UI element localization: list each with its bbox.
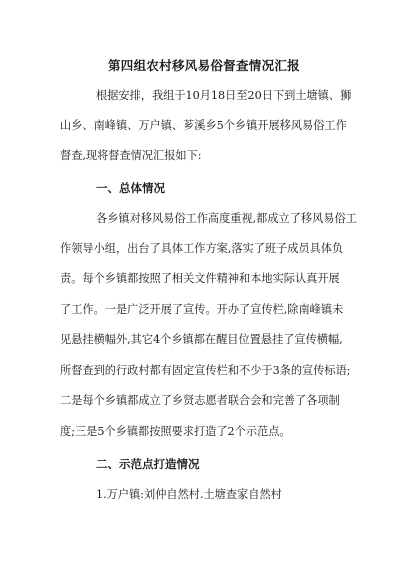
section1-line-6: 所督查到的行政村都有固定宣传栏和不少于3条的宣传标语; (60, 364, 351, 377)
section-heading-demo-sites: 二、示范点打造情况 (96, 457, 200, 471)
section2-line-1: 1.万户镇:刘仲自然村.土塘查家自然村 (96, 488, 282, 501)
section1-line-7: 二是每个乡镇都成立了乡贤志愿者联合会和完善了各项制 (60, 394, 340, 407)
section1-line-5: 见悬挂横幅外,其它4个乡镇都在醒目位置悬挂了宣传横幅, (60, 333, 343, 346)
document-title: 第四组农村移风易俗督查情况汇报 (107, 58, 300, 73)
section1-line-2: 作领导小组，出台了具体工作方案,落实了班子成员具体负 (60, 242, 344, 255)
intro-line-2: 山乡、南峰镇、万户镇、芗溪乡5个乡镇开展移风易俗工作 (60, 119, 347, 132)
section1-line-1: 各乡镇对移风易俗工作高度重视,都成立了移风易俗工 (96, 212, 357, 225)
section1-line-4: 了工作。一是广泛开展了宣传。开办了宣传栏,除南峰镇未 (60, 303, 344, 316)
section1-line-3: 责。每个乡镇都按照了相关文件精神和本地实际认真开展 (60, 272, 340, 285)
intro-line-1: 根据安排，我组于10月18日至20日下到土塘镇、狮 (96, 89, 352, 102)
section-heading-overview: 一、总体情况 (96, 181, 165, 195)
intro-line-3: 督查,现将督查情况汇报如下: (60, 149, 202, 162)
section1-line-8: 度;三是5个乡镇都按照要求打造了2个示范点。 (60, 425, 291, 438)
